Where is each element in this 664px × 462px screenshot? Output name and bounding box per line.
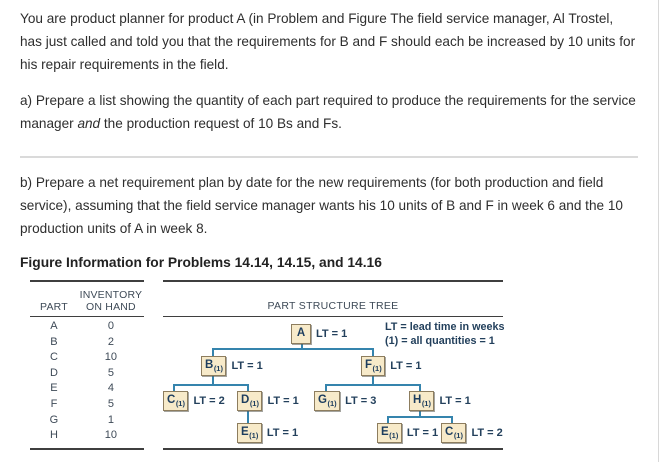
tree-title: PART STRUCTURE TREE xyxy=(163,282,503,317)
figure-heading: Figure Information for Problems 14.14, 14.15, and 14.16 xyxy=(20,255,382,270)
tree-node-d: D $_{(1)}$ LT = 1 xyxy=(237,391,299,411)
legend-line-1: LT = lead time in weeks xyxy=(385,321,505,333)
table-row: G 1 xyxy=(49,413,114,426)
question-a-prefix: a) Prepare a list showing the quantity of each part required to produce the requirements for the service manager xyxy=(20,93,636,131)
tree-node-g: G $_{(1)}$ LT = 3 xyxy=(314,391,376,411)
question-b-paragraph: b) Prepare a net requirement plan by date for the new requirements (for both production and field service), assuming that the field service manager wants his 10 units of B and F in week 6 and the 10 production units of A in week 8. xyxy=(20,175,623,236)
table-row: E 4 xyxy=(50,382,114,395)
inventory-table xyxy=(30,280,144,450)
tree-canvas xyxy=(163,318,503,450)
tree-node-c1: C $_{(1)}$ LT = 2 xyxy=(163,391,225,411)
question-a-suffix: the production request of 10 Bs and Fs. xyxy=(100,116,342,131)
tree-node-c2: C $_{(1)}$ LT = 2 xyxy=(441,423,503,443)
inventory-column-header: INVENTORY ON HAND xyxy=(79,289,143,313)
tree-node-f: F $_{(1)}$ LT = 1 xyxy=(361,356,421,376)
tree-legend xyxy=(385,320,505,348)
part-column-header: PART xyxy=(40,301,68,313)
inventory-table-header xyxy=(30,282,144,317)
intro-paragraph: You are product planner for product A (in Problem and Figure The field service manager, Al Trostel, has just called and told you that the requirements for B and F should each be increased by 10 units for his repair requirements in the field. xyxy=(20,11,636,72)
tree-node-b: B $_{(1)}$ LT = 1 xyxy=(201,356,263,376)
table-row: F 5 xyxy=(50,397,114,410)
tree-node-h: H $_{(1)}$ LT = 1 xyxy=(409,391,471,411)
tree-node-a: A LT = 1 xyxy=(291,324,347,344)
table-row: D 5 xyxy=(49,366,114,379)
table-row: H 10 xyxy=(49,429,118,442)
part-structure-tree xyxy=(163,280,503,450)
inventory-table-body xyxy=(30,317,144,445)
table-row: A 0 xyxy=(50,320,114,332)
tree-node-e2: E $_{(1)}$ LT = 1 xyxy=(377,423,438,443)
table-row: C 10 xyxy=(49,351,118,364)
figure-14-14 xyxy=(20,275,638,460)
question-a-italic-word: and xyxy=(77,116,101,131)
page-right-border xyxy=(658,0,659,462)
table-row: B 2 xyxy=(50,335,114,348)
legend-line-2: (1) = all quantities = 1 xyxy=(385,335,495,347)
section-divider xyxy=(20,156,638,158)
tree-node-e1: E $_{(1)}$ LT = 1 xyxy=(237,423,298,443)
question-a-paragraph xyxy=(20,89,638,135)
